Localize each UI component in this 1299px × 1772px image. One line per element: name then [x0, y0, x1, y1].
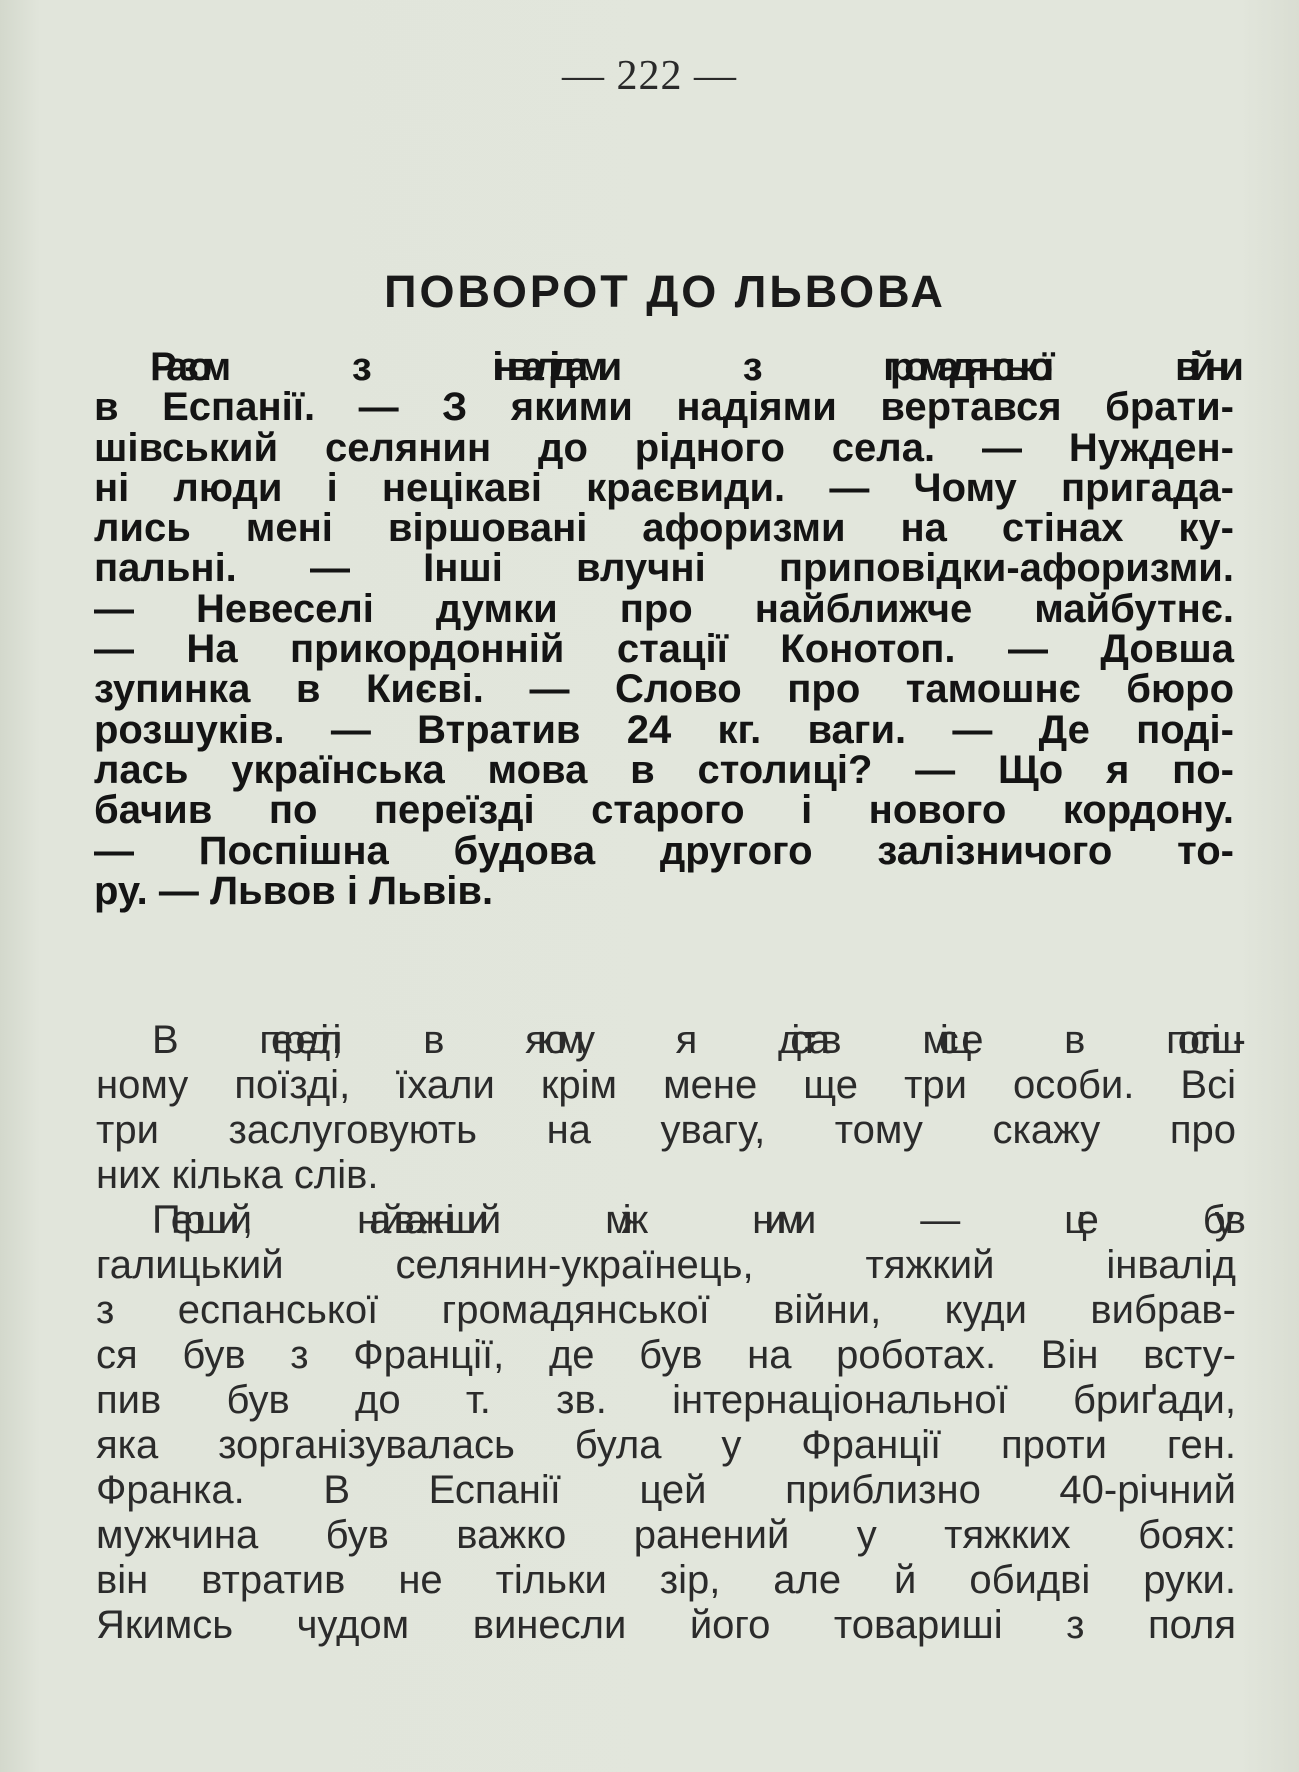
- text-line: пив був до т. зв. інтернаціональної бриґади,: [96, 1378, 1236, 1422]
- text-line: Франка. В Еспанії цей приблизно 40-річний: [96, 1468, 1236, 1512]
- summary-line: зупинка в Києві. — Слово про тамошнє бюро: [94, 667, 1234, 712]
- text-line: яка зорганізувалась була у Франції проти ген.: [96, 1423, 1236, 1467]
- summary-line: в Еспанії. — З якими надіями вертався брати-: [94, 385, 1234, 430]
- text-line: мужчина був важко ранений у тяжких боях:: [96, 1513, 1236, 1557]
- text-line: три заслуговують на увагу, тому скажу про: [96, 1108, 1236, 1152]
- summary-line: пальні. — Інші влучні приповідки-афоризми.: [94, 546, 1234, 591]
- text-line: В переділі, в якому я дістав місце в поспіш-: [152, 1018, 1236, 1062]
- summary-line: Разом з інвалідами з громадянської війни: [150, 345, 1234, 389]
- paragraph: [96, 1018, 1236, 1198]
- text-line: галицький селянин-українець, тяжкий інвалід: [96, 1243, 1236, 1287]
- summary-line: розшуків. — Втратив 24 кг. ваги. — Де поді-: [94, 707, 1234, 752]
- summary-line: — Невеселі думки про найближче майбутнє.: [94, 586, 1234, 631]
- summary-line: ні люди і нецікаві краєвиди. — Чому пригада-: [94, 465, 1234, 510]
- chapter-title: ПОВОРОТ ДО ЛЬВОВА: [384, 266, 946, 317]
- body-text: [96, 1018, 1236, 1648]
- summary-line: — На прикордонній стації Конотоп. — Довша: [94, 627, 1234, 672]
- text-line: ся був з Франції, де був на роботах. Він всту-: [96, 1333, 1236, 1377]
- text-line: він втратив не тільки зір, але й обидві руки.: [96, 1558, 1236, 1602]
- text-line: ному поїзді, їхали крім мене ще три особи. Всі: [96, 1063, 1236, 1107]
- text-line: них кілька слів.: [96, 1153, 379, 1197]
- summary-line: ру. — Львов і Львів.: [94, 868, 494, 913]
- page-number: — 222 —: [562, 53, 737, 99]
- paragraph: [96, 1198, 1236, 1648]
- text-line: з еспанської громадянської війни, куди вибрав-: [96, 1288, 1236, 1332]
- text-line: Якимсь чудом винесли його товариші з поля: [96, 1603, 1236, 1647]
- summary-line: лись мені віршовані афоризми на стінах ку-: [94, 506, 1234, 551]
- summary-line: шівський селянин до рідного села. — Нужден-: [94, 425, 1234, 470]
- chapter-summary: [94, 347, 1234, 911]
- summary-line: — Поспішна будова другого залізничого то-: [94, 828, 1234, 873]
- text-line: Перший, найважніший між ними — це був: [152, 1198, 1236, 1242]
- summary-line: бачив по переїзді старого і нового кордону.: [94, 788, 1234, 833]
- summary-line: лась українська мова в столиці? — Що я по-: [94, 747, 1234, 792]
